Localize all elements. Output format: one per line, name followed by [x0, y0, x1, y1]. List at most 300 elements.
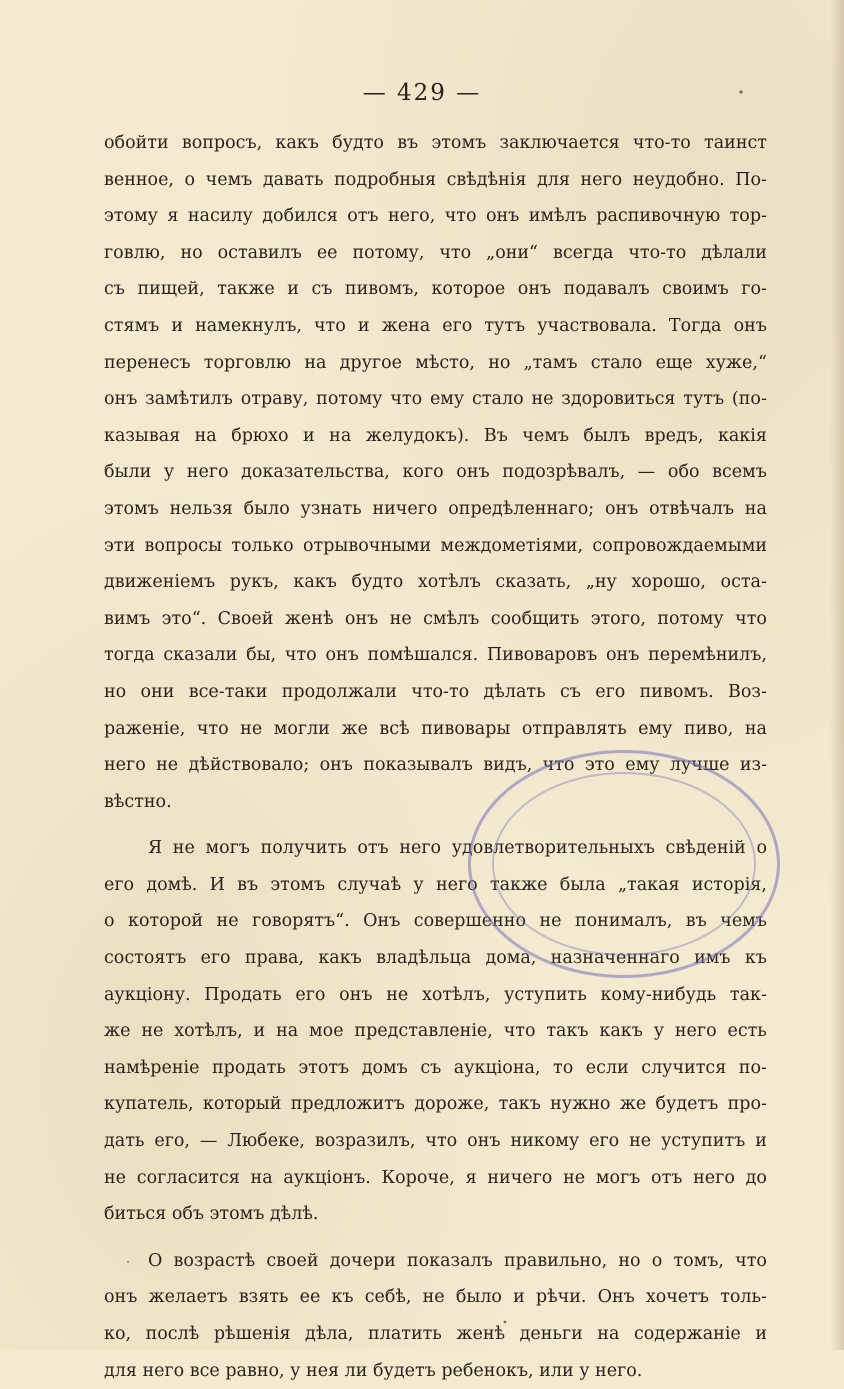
word: что [444, 206, 477, 227]
word: и [755, 1131, 767, 1152]
word: про- [727, 1094, 767, 1115]
word: же [619, 1094, 647, 1115]
word: хотѣлъ, [421, 984, 491, 1005]
word: онъ [104, 389, 138, 410]
word: то [553, 1057, 574, 1078]
word: онъ [325, 645, 359, 666]
word: онъ [339, 984, 373, 1005]
word: также [489, 874, 548, 895]
word: и [171, 315, 184, 336]
word: что [542, 755, 575, 776]
word: не [629, 1131, 652, 1152]
text-line: биться объ этомъ дѣлѣ. [104, 1204, 319, 1225]
word: съ [311, 279, 333, 300]
word: здоровиться [561, 389, 676, 410]
word: какія [717, 425, 767, 446]
word: отрывочными [303, 535, 432, 556]
word: онъ [517, 279, 552, 300]
word: казывая [104, 425, 181, 446]
word: не [156, 755, 179, 776]
word: я [465, 1167, 477, 1188]
word: него [693, 1167, 735, 1188]
word: него [674, 1021, 717, 1042]
word: доказательства, [241, 462, 390, 483]
word: этомъ [270, 874, 326, 895]
word: было [243, 498, 290, 519]
word: въ [237, 874, 259, 895]
word: отъ [651, 1167, 683, 1188]
word: подозрѣвалъ, [502, 462, 626, 483]
word: тор- [729, 206, 767, 227]
word: него [186, 462, 229, 483]
word: говорятъ“. [252, 911, 350, 932]
word: этотъ [298, 1057, 350, 1078]
word: въ [397, 133, 419, 153]
word: таинст [704, 133, 767, 153]
word: что-то [632, 133, 691, 153]
word: ко, [104, 1324, 132, 1344]
word: рѣчи. [535, 1287, 587, 1308]
word: возразилъ, [314, 1131, 416, 1152]
word: если [585, 1057, 629, 1078]
word: отъ [357, 838, 389, 859]
word: „такая [617, 874, 680, 895]
word: неудобно. [632, 169, 725, 190]
word: добился [262, 206, 338, 227]
word: могъ [595, 1167, 641, 1188]
word: Любеке, [227, 1131, 305, 1152]
word: сопровождаемыми [592, 535, 767, 556]
word: намекнулъ, [195, 315, 302, 336]
word: его [442, 315, 473, 336]
word: что-то [411, 681, 470, 702]
word: не [216, 911, 239, 932]
word: пиво, [683, 718, 734, 739]
word: оста- [720, 572, 767, 593]
word: замѣтилъ [145, 389, 233, 410]
word: раженіе, [104, 718, 186, 739]
word: на [744, 718, 767, 739]
word: из- [739, 755, 767, 776]
word: былъ [583, 425, 631, 446]
word: опредѣленнаго; [448, 498, 595, 519]
word: до [745, 1167, 767, 1188]
word: что [313, 315, 346, 336]
word: никому [510, 1131, 580, 1152]
word: исторія, [691, 874, 767, 895]
word: тогда [104, 645, 155, 666]
word: хочетъ [645, 1287, 710, 1308]
word: давать [262, 169, 324, 190]
word: который [202, 1094, 282, 1115]
word: на [194, 425, 217, 446]
word: это [584, 755, 615, 776]
word: домѣ. [146, 874, 198, 895]
word: рѣшенія [213, 1324, 291, 1344]
word: Пивоваровъ [486, 645, 598, 666]
word: онъ [485, 206, 520, 227]
word: ее [299, 1287, 321, 1308]
word: свѣденій [665, 838, 746, 859]
word: его [200, 948, 231, 969]
word: но [618, 1250, 641, 1271]
word: брюхо [231, 425, 289, 446]
word: его [595, 681, 626, 702]
word: пивомъ. [639, 681, 714, 702]
word: только [231, 535, 294, 556]
word: этого, [590, 608, 646, 629]
word: онъ [319, 755, 353, 776]
word: Въ [483, 425, 508, 446]
word: Продать [204, 984, 282, 1005]
word: случаѣ [337, 874, 402, 895]
word: обойти [104, 133, 169, 153]
word: на [329, 425, 352, 446]
word: и [303, 425, 315, 446]
word: къ [744, 948, 767, 969]
word: не [531, 389, 554, 410]
word: на [276, 1021, 299, 1042]
word: и [755, 1324, 767, 1344]
word: будто [351, 572, 404, 593]
word: дать [104, 1131, 145, 1152]
word: будто [332, 133, 384, 153]
word: отраву, [240, 389, 309, 410]
word: сообщить [490, 608, 580, 629]
word: Онъ [363, 911, 401, 932]
word: дѣйствовало; [188, 755, 310, 776]
word: могъ [205, 838, 250, 859]
word: этомъ [431, 133, 487, 153]
word: деньги [519, 1324, 583, 1344]
word: потому, [352, 242, 425, 263]
word: пивомъ, [344, 279, 419, 300]
page-number-header: — 429 — [362, 80, 482, 106]
word: дѣлать [483, 681, 546, 702]
word: потому [657, 608, 724, 629]
word: онъ [104, 1287, 138, 1308]
word: продолжали [281, 681, 397, 702]
word: съ [559, 681, 581, 702]
word: всемъ [712, 462, 767, 483]
word: онъ [733, 315, 767, 336]
word: чемъ [720, 911, 767, 932]
word: хотѣлъ [417, 572, 481, 593]
word: на [250, 1167, 273, 1188]
word: мое [309, 1021, 344, 1042]
word: чемъ [522, 425, 569, 446]
word: отвѣчалъ [649, 498, 734, 519]
word: дѣлали [701, 242, 767, 263]
word: съ [420, 1057, 442, 1078]
word: показалъ [406, 1250, 493, 1271]
word: Онъ [597, 1287, 635, 1308]
word: удовлетворительныхъ [451, 838, 655, 859]
word: чемъ [205, 169, 253, 190]
word: были [104, 462, 152, 483]
word: тутъ [683, 389, 725, 410]
word: ему [429, 389, 465, 410]
word: для [536, 169, 570, 190]
word: „они“ [486, 242, 539, 263]
word: возрастѣ [173, 1250, 256, 1271]
word: уступитъ [661, 1131, 746, 1152]
word: — [199, 1131, 218, 1152]
word: еще [655, 352, 693, 373]
word: жена [381, 315, 431, 336]
word: также [217, 279, 275, 300]
word: купатель, [104, 1094, 194, 1115]
word: состоятъ [104, 948, 187, 969]
word: онъ [344, 608, 379, 629]
word: же [104, 1021, 131, 1042]
word: его [104, 874, 135, 895]
word: что-то [628, 242, 687, 263]
word: но [488, 352, 511, 373]
word: вопросъ, [181, 133, 263, 153]
word: содержаніе [633, 1324, 741, 1344]
word: женѣ [456, 1324, 506, 1344]
word: сказать, [495, 572, 572, 593]
word: бы, [246, 645, 277, 666]
word: что [735, 608, 767, 629]
word: него, [387, 206, 436, 227]
word: какъ [318, 948, 362, 969]
word: все-таки [188, 681, 268, 702]
word: хорошо, [631, 572, 706, 593]
word: какъ [275, 133, 319, 153]
word: что [735, 1250, 767, 1271]
word: И [209, 874, 225, 895]
word: смѣлъ [423, 608, 480, 629]
word: желаетъ [148, 1287, 228, 1308]
word: распивочную [596, 206, 721, 227]
word: но [180, 242, 203, 263]
word: другое [339, 352, 402, 373]
word: так- [729, 984, 767, 1005]
word: пивовары [421, 718, 511, 739]
word: онъ [456, 462, 490, 483]
word: „тамъ [523, 352, 578, 373]
word: рукъ, [229, 572, 279, 593]
word: кого [402, 462, 444, 483]
word: онъ [604, 498, 639, 519]
word: будетъ [655, 1094, 719, 1115]
word: онъ [467, 1131, 501, 1152]
word: о [651, 1250, 663, 1271]
word: послѣ [145, 1324, 200, 1344]
word: показывалъ [363, 755, 473, 776]
word: Короче, [381, 1167, 455, 1188]
word: венное, [104, 169, 174, 190]
word: случится [641, 1057, 727, 1078]
word: всегда [552, 242, 614, 263]
word: у [653, 1021, 665, 1042]
word: го- [741, 279, 767, 300]
word: аукціонъ. [283, 1167, 371, 1188]
word: потому [316, 389, 383, 410]
word: что [390, 389, 423, 410]
word: дома, [485, 948, 537, 969]
word: нельзя [169, 498, 233, 519]
word: вимъ [104, 608, 151, 629]
word: его [295, 984, 326, 1005]
word: какъ [599, 1021, 643, 1042]
word: желудокъ). [365, 425, 470, 446]
word: къ [331, 1287, 354, 1308]
word: кому-нибудь [600, 984, 717, 1005]
word: Я [148, 838, 163, 859]
word: него [104, 755, 146, 776]
word: которой [128, 911, 204, 932]
text-line: вѣстно. [104, 791, 172, 812]
word: ему [638, 718, 673, 739]
word: помѣшался. [367, 645, 479, 666]
word: О [148, 1250, 163, 1271]
word: видъ, [483, 755, 533, 776]
word: совершенно [413, 911, 527, 932]
word: стало [590, 352, 643, 373]
word: что [284, 645, 317, 666]
word: — [637, 462, 656, 483]
word: согласится [136, 1167, 240, 1188]
word: свѣдѣнія [446, 169, 527, 190]
word: у [413, 874, 424, 895]
word: подавалъ [563, 279, 650, 300]
word: говлю, [104, 242, 166, 263]
word: его, [154, 1131, 190, 1152]
word: пищей, [137, 279, 205, 300]
word: ему [625, 755, 660, 776]
word: стямъ [104, 315, 160, 336]
word: не [104, 1167, 127, 1188]
word: продать [211, 1057, 286, 1078]
word: толь- [720, 1287, 767, 1308]
word: По- [735, 169, 767, 190]
word: не [172, 838, 195, 859]
word: было [455, 1287, 502, 1308]
word: на [597, 1324, 620, 1344]
word: сказали [163, 645, 238, 666]
word: перенесъ [104, 352, 191, 373]
word: которое [431, 279, 506, 300]
word: что [425, 1131, 458, 1152]
word: имѣлъ [528, 206, 587, 227]
word: же [341, 718, 368, 739]
word: не [422, 1287, 445, 1308]
word: и [287, 279, 299, 300]
word: отъ [347, 206, 379, 227]
word: но [104, 681, 127, 702]
word: ничего [487, 1167, 553, 1188]
word: Воз- [728, 681, 767, 702]
word: междометіями, [440, 535, 584, 556]
word: Своей [217, 608, 274, 629]
word: „ну [585, 572, 617, 593]
word: дѣла, [305, 1324, 354, 1344]
word: есть [727, 1021, 767, 1042]
word: и [513, 1287, 525, 1308]
word: оставилъ [217, 242, 302, 263]
word: домъ [361, 1057, 408, 1078]
word: о [104, 911, 115, 932]
word: тутъ [484, 315, 526, 336]
word: перемѣнилъ, [648, 645, 767, 666]
word: (по- [731, 389, 767, 410]
word: такъ [498, 1094, 541, 1115]
word: и [253, 1021, 266, 1042]
word: своимъ [662, 279, 729, 300]
word: что [503, 1021, 536, 1042]
word: у [163, 462, 175, 483]
word: движеніемъ [104, 572, 216, 593]
word: стало [472, 389, 524, 410]
word: вопросы [144, 535, 223, 556]
word: не [539, 911, 562, 932]
word: намѣреніе [104, 1057, 200, 1078]
word: него [399, 838, 442, 859]
word: въ [685, 911, 707, 932]
word: обо [667, 462, 700, 483]
word: не [386, 984, 409, 1005]
word: права, [244, 948, 305, 969]
word: торговлю [203, 352, 292, 373]
text-line: для него все равно, у нея ли будетъ ребенокъ, или у него. [104, 1360, 643, 1381]
word: получить [260, 838, 347, 859]
word: они [140, 681, 175, 702]
word: взять [238, 1287, 289, 1308]
word: платить [368, 1324, 442, 1344]
word: представленіе, [354, 1021, 493, 1042]
word: него [580, 169, 623, 190]
word: хотѣлъ, [174, 1021, 243, 1042]
word: ее [316, 242, 338, 263]
word: мѣсто, [415, 352, 475, 373]
word: эти [104, 535, 136, 556]
word: о [756, 838, 767, 859]
word: заключается [499, 133, 620, 153]
word: дочери [329, 1250, 396, 1271]
word: себѣ, [364, 1287, 412, 1308]
word: и [357, 315, 370, 336]
word: ничего [372, 498, 438, 519]
word: него [435, 874, 478, 895]
word: женѣ [284, 608, 334, 629]
word: понималъ, [574, 911, 673, 932]
word: была [559, 874, 606, 895]
word: вредъ, [644, 425, 704, 446]
word: что [439, 242, 472, 263]
word: имъ [694, 948, 731, 969]
word: я [167, 206, 179, 227]
word: владѣльца [376, 948, 472, 969]
word: назначеннаго [550, 948, 680, 969]
word: этомъ [104, 498, 159, 519]
word: лучше [669, 755, 730, 776]
word: могли [273, 718, 330, 739]
word: предложитъ [290, 1094, 405, 1115]
word: уступить [504, 984, 587, 1005]
word: аукціону. [104, 984, 191, 1005]
word: правильно, [503, 1250, 608, 1271]
word: насилу [187, 206, 253, 227]
word: онъ [606, 645, 640, 666]
word: Тогда [668, 315, 722, 336]
word: какъ [293, 572, 337, 593]
word: хуже,“ [705, 352, 767, 373]
word: дороже, [414, 1094, 490, 1115]
word: аукціона, [453, 1057, 541, 1078]
